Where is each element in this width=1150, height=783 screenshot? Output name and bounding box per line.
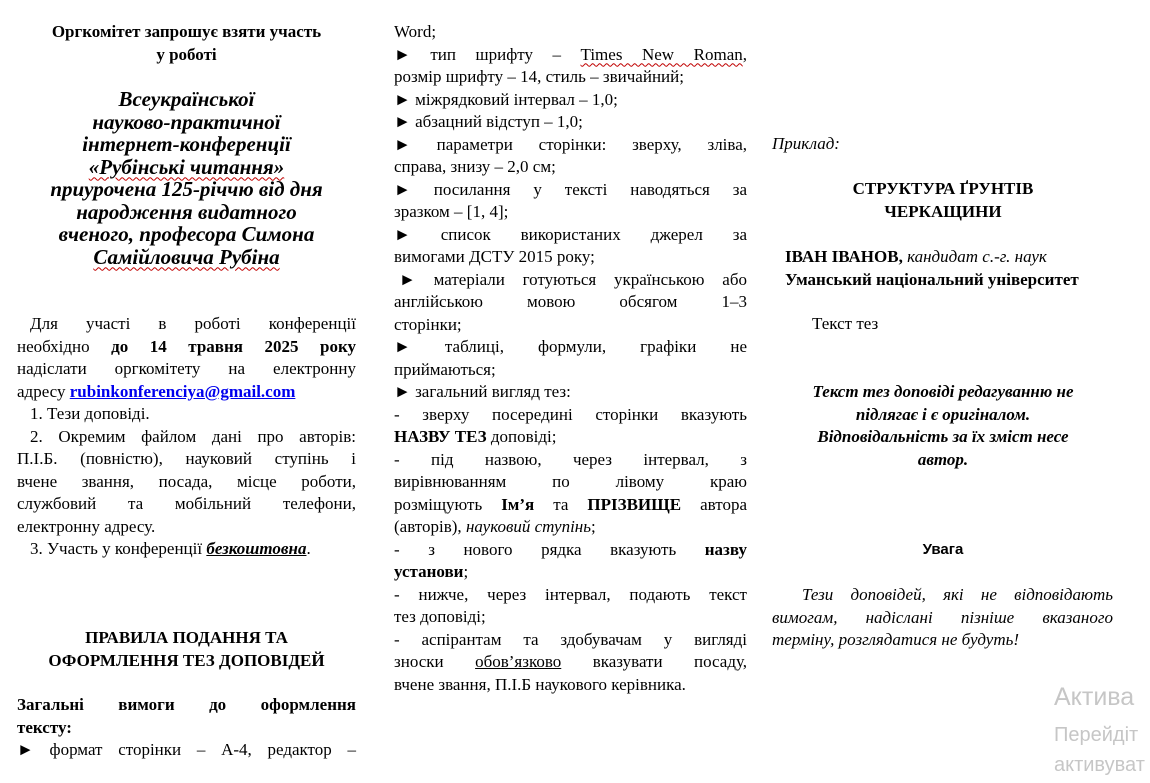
requirement-item: П.І.Б. (повністю), науковий ступінь і: [17, 449, 356, 468]
rule-line: ► таблиці, формули, графіки не: [394, 337, 747, 356]
rule-line: [394, 494, 747, 517]
invitation-heading: [17, 21, 356, 66]
rule-emphasis: науковий ступінь: [465, 517, 591, 536]
rule-line: [394, 651, 747, 674]
rules-heading: [17, 627, 356, 672]
conference-title-line: науково-практичної: [92, 109, 281, 134]
rule-line: вирівнюванням по лівому краю: [394, 472, 747, 491]
requirement-item: 1. Тези доповіді.: [30, 404, 150, 423]
rule-emphasis: Ім’я: [501, 494, 535, 514]
rule-font: [394, 44, 747, 67]
rule-text: ,: [742, 44, 747, 64]
rule-line: [394, 539, 747, 562]
rule-line: [394, 516, 747, 539]
rule-line: розмір шрифту – 14, стиль – звичайний;: [394, 67, 684, 86]
requirement-item-free: [17, 538, 356, 561]
rule-text: розміщують: [394, 494, 483, 514]
example-author: [785, 246, 1150, 291]
participation-text: необхідно: [17, 336, 90, 356]
rules-heading-line: ОФОРМЛЕННЯ ТЕЗ ДОПОВІДЕЙ: [48, 650, 325, 670]
rule-line: ► загальний вигляд тез:: [394, 382, 571, 401]
rule-line: вчене звання, П.І.Б наукового керівника.: [394, 674, 686, 694]
requirement-text: .: [306, 539, 311, 558]
attention-heading: Увага: [922, 541, 964, 558]
example-text: Текст тез: [812, 314, 879, 333]
requirement-item: вчене звання, посада, місце роботи,: [17, 471, 356, 491]
editing-note: [772, 381, 1114, 471]
rule-line: ► посилання у тексті наводяться за: [394, 179, 747, 199]
requirement-item: службовий та мобільний телефони,: [17, 494, 356, 513]
requirement-item: 2. Окремим файлом дані про авторів:: [30, 426, 356, 446]
rule-line: - зверху посередині сторінки вказують: [394, 404, 747, 424]
rule-line: сторінки;: [394, 314, 462, 334]
author-degree: кандидат с.-г. наук: [907, 247, 1047, 266]
warning-text: [772, 584, 1113, 652]
requirement-item: електронну адресу.: [17, 516, 156, 536]
rule-text: (авторів),: [394, 517, 462, 536]
activation-watermark: активуват: [1054, 754, 1145, 776]
rule-line: ► параметри сторінки: зверху, зліва,: [394, 134, 747, 154]
invitation-heading-line: у роботі: [156, 44, 217, 64]
rule-line: зразком – [1, 4];: [394, 202, 509, 221]
font-name: Times New Roman: [580, 44, 743, 64]
rule-text: та: [553, 494, 569, 514]
formatting-rules: [394, 21, 747, 696]
author-name: ІВАН ІВАНОВ,: [785, 247, 903, 266]
activation-watermark: Перейдіт: [1054, 724, 1139, 746]
rule-line: - нижче, через інтервал, подають текст: [394, 584, 747, 604]
rule-emphasis: ПРІЗВИЩЕ: [587, 494, 682, 514]
participation-text: Для участі в роботі конференції: [30, 314, 356, 333]
conference-title-line: народження видатного: [76, 199, 297, 224]
rule-line: [394, 561, 747, 584]
rule-line: ► абзацний відступ – 1,0;: [394, 112, 583, 131]
rule-line: ► список використаних джерел за: [394, 224, 747, 244]
editing-note-line: Текст тез доповіді редагуванню не: [812, 382, 1074, 401]
general-requirements-heading: тексту:: [17, 717, 72, 737]
example-title: [772, 178, 1114, 223]
rule-emphasis: установи: [394, 562, 464, 581]
rule-line: - під назвою, через інтервал, з: [394, 449, 747, 469]
rule-emphasis: обов’язково: [475, 652, 562, 671]
conference-name: «Рубінські читання»: [88, 154, 285, 179]
rule-line: тез доповіді;: [394, 607, 486, 626]
rule-text: ;: [590, 517, 596, 536]
invitation-heading-line: Оргкомітет запрошує взяти участь: [51, 22, 322, 41]
rule-line: приймаються;: [394, 359, 496, 379]
format-requirement: ► формат сторінки – А-4, редактор –: [17, 740, 356, 759]
requirement-text: 3. Участь у конференції: [30, 539, 203, 558]
rule-line: ► матеріали готуються українською або: [399, 269, 747, 289]
participation-email-line: [17, 381, 356, 404]
rule-line: справа, знизу – 2,0 см;: [394, 157, 556, 176]
participation-text: адресу: [17, 381, 66, 401]
rule-emphasis: назву: [704, 539, 747, 559]
conference-title-line: інтернет-конференції: [82, 132, 291, 156]
example-title-line: СТРУКТУРА ҐРУНТІВ: [852, 179, 1034, 198]
general-requirements: [17, 694, 356, 762]
conference-title-line: [17, 246, 356, 269]
rules-heading-line: ПРАВИЛА ПОДАННЯ ТА: [85, 628, 288, 647]
rule-line: вимогами ДСТУ 2015 року;: [394, 247, 595, 266]
rule-line: - аспірантам та здобувачам у вигляді: [394, 629, 747, 649]
warning-line: вимогам, надіслані пізніше вказаного: [772, 607, 1113, 627]
example-label: Приклад:: [772, 134, 840, 153]
rule-text: зноски: [394, 652, 444, 671]
editing-note-line: підлягає і є оригіналом.: [855, 404, 1031, 424]
activation-watermark: Актива: [1054, 683, 1135, 711]
participation-deadline: [17, 336, 356, 359]
participation-info: [17, 313, 356, 561]
conference-title-line: вченого, професора Симона: [58, 222, 315, 246]
conference-title-line: [17, 156, 356, 179]
general-requirements-heading: Загальні вимоги до оформлення: [17, 695, 356, 714]
warning-line: Тези доповідей, які не відповідають: [802, 585, 1113, 604]
deadline-date: до 14 травня 2025 року: [111, 336, 356, 356]
rule-line: ► міжрядковий інтервал – 1,0;: [394, 89, 618, 109]
conference-title: [17, 88, 356, 268]
rule-text: вказувати посаду,: [592, 652, 748, 671]
example-title-line: ЧЕРКАЩИНИ: [884, 201, 1002, 221]
author-institution: Уманський національний університет: [785, 269, 1079, 289]
free-participation: безкоштовна: [206, 539, 307, 558]
warning-line: терміну, розглядатися не будуть!: [772, 630, 1020, 649]
rule-text: ;: [463, 562, 469, 581]
rule-text: доповіді;: [490, 427, 557, 446]
author-line: [785, 246, 1150, 269]
email-link[interactable]: rubinkonferenciya@gmail.com: [69, 381, 296, 401]
rule-text: автора: [700, 494, 748, 514]
rule-line: Word;: [394, 22, 437, 41]
rule-text: ► тип шрифту –: [394, 44, 561, 64]
rule-emphasis: НАЗВУ ТЕЗ: [394, 427, 487, 446]
conference-title-line: приурочена 125-річчю від дня: [50, 177, 323, 201]
rule-line: англійською мовою обсягом 1–3: [394, 292, 747, 311]
rule-text: - з нового рядка вказують: [394, 539, 677, 559]
conference-title-line: Всеукраїнської: [118, 87, 255, 111]
editing-note-line: автор.: [917, 449, 969, 469]
professor-name: Самійловича Рубіна: [93, 244, 280, 269]
editing-note-line: Відповідальність за їх зміст несе: [817, 427, 1069, 446]
rule-line: [394, 426, 747, 449]
participation-text: надіслати оргкомітету на електронну: [17, 359, 356, 378]
